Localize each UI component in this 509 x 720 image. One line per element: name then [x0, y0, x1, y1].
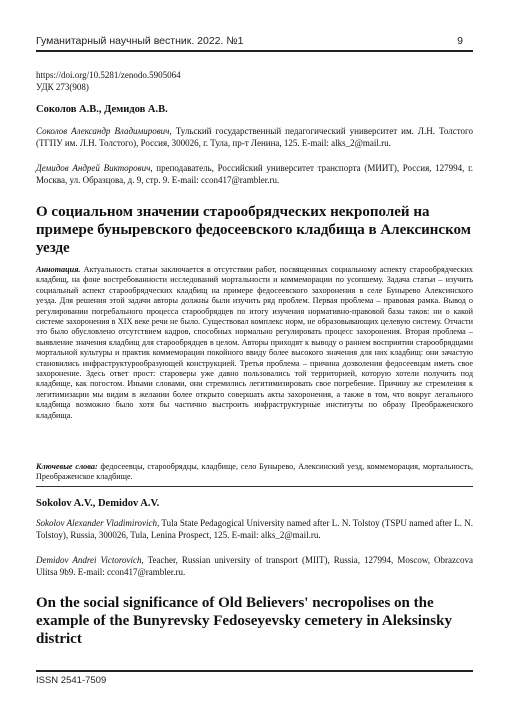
abstract-text: Актуальность статьи заключается в отсутствии работ, посвященных социальному аспекту старообрядческих кладбищ, на фоне востребованности исследований мортальности и коммеморации по усопшему. Задача статьи – изучить социальный аспект старообрядческих кладбищ на примере федосеевского захоронения в селе Бунырево Алексинского уезда. Для решения этой задачи авторы должны были изучить ряд проблем. Первая проблема – правовая рамка. Вывод о регулировании погребального процесса старообрядцев по итогу изучения нормативно-правовой базы таков: ни о какой системе захоронения в XIX веке речи не было. Существовал комплекс норм, не образовывающих целевую систему. Отчасти это было обусловлено отсутствием кадров, способных нормально регулировать процесс захоронения. Вторая проблема – выявление значения кладбищ для старообрядцев в целом. Авторы приходят к выводу о раннем восприятии старообрядцами мортальной культуры и практик коммеморации покойного ввиду более высокого значения для них кладбищ: они зачастую становились инфраструктурообразующей конструкцией. Третья проблема – причина дозволения федосеевцам иметь свое захоронение. Здесь ответ прост: староверы уже давно пользовались той территорией, которую хотели получить под кладбище, как погостом. Иными словами, они стремились легитимизировать свое погребение. Причину же стремления к легитимизации мы видим в желании более открыто совершать акты захоронения, а также в том, что вокруг легального кладбища возможно было хотя бы частично выстроить инфраструктурные институты по образу Преображенского кладбища. [36, 265, 473, 420]
article-title-en: On the social significance of Old Believers' necropolises on the example of the Bunyrevsky Fedoseyevsky cemetery in Aleksinsky district [36, 595, 452, 647]
running-header [36, 28, 473, 50]
abstract-label: Аннотация. [36, 265, 81, 274]
author-name: Demidov Andrei Victorovich [36, 555, 142, 565]
author-name: Sokolov Alexander Vladimirovich [36, 518, 158, 528]
affiliation-text: , Tula State Pedagogical University named after L. N. Tolstoy (TSPU named after L. N. Tolstoy), Russia, 300026, Tula, Lenina Prospect, 125. E-mail: alks_2@mail.ru. [36, 518, 473, 540]
issn-footer: ISSN 2541-7509 [36, 675, 107, 686]
affiliation-ru-2 [36, 163, 473, 186]
article-title-ru: О социальном значении старообрядческих некрополей на примере буныревского федосеевского кладбища в Алексинском уезде [36, 204, 471, 256]
affiliation-text: , преподаватель, Российский университет транспорта (МИИТ), Россия, 127994, г. Москва, ул. Образцова, д. 9, стр. 9. E-mail: ccon417@rambler.ru. [36, 163, 474, 185]
keywords-text: федосеевцы, старообрядцы, кладбище, село Бунырево, Алексинский уезд, коммеморация, мортальность, Преображенское кладбище. [36, 462, 473, 482]
footer-rule [36, 670, 473, 672]
affiliation-en-2 [36, 555, 473, 578]
keywords-label: Ключевые слова: [36, 462, 98, 471]
affiliation-text: , Teacher, Russian university of transport (MIIT), Russia, 127994, Moscow, Obrazcova Ulitsa 9b9. E-mail: ccon417@rambler.ru. [36, 555, 473, 577]
authors-ru: Соколов А.В., Демидов А.В. [36, 104, 168, 115]
abstract-ru [36, 265, 473, 421]
journal-title: Гуманитарный научный вестник. 2022. №1 [36, 35, 244, 47]
section-divider [36, 486, 473, 487]
affiliation-ru-1 [36, 126, 473, 149]
doi-block [36, 70, 473, 93]
page-number: 9 [457, 35, 463, 47]
authors-en: Sokolov A.V., Demidov A.V. [36, 498, 160, 509]
keywords-ru [36, 462, 473, 483]
affiliation-en-1 [36, 518, 473, 541]
doi-link[interactable]: https://doi.org/10.5281/zenodo.5905064 [36, 70, 181, 80]
author-name: Демидов Андрей Викторович [36, 163, 151, 173]
header-rule [36, 50, 473, 52]
author-name: Соколов Александр Владимирович [36, 126, 170, 136]
udk-code: УДК 273(908) [36, 81, 89, 92]
affiliation-text: , Тульский государственный педагогический университет им. Л.Н. Толстого (ТГПУ им. Л.Н. Толстого), Россия, 300026, г. Тула, пр-т Ленина, 125. E-mail: alks_2@mail.ru. [36, 126, 473, 148]
